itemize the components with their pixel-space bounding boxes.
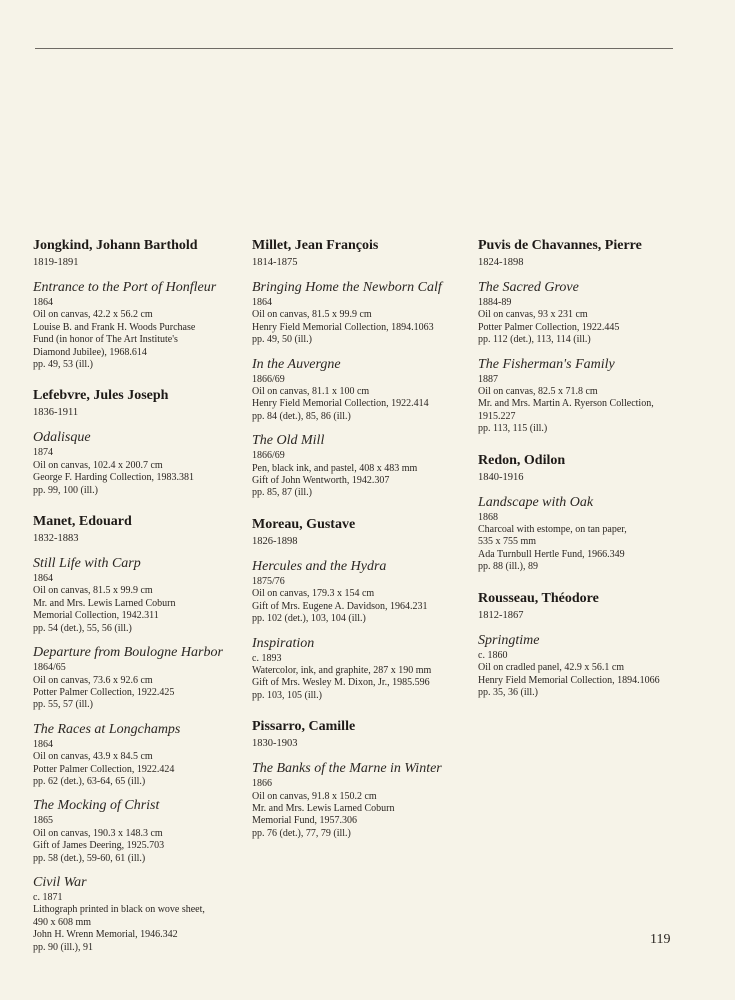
- artwork-detail-line: 1875/76: [252, 575, 285, 587]
- artwork-detail-line: 1874: [33, 447, 53, 459]
- artwork-entry: [33, 644, 233, 712]
- artist-dates: 1824-1898: [478, 257, 524, 268]
- artwork-detail-line: Gift of Mrs. Wesley M. Dixon, Jr., 1985.596: [252, 677, 430, 689]
- artist-name: Millet, Jean François: [252, 238, 379, 253]
- artwork-detail-line: pp. 99, 100 (ill.): [33, 484, 98, 496]
- artwork-entry: [33, 721, 233, 789]
- artwork-detail-line: Pen, black ink, and pastel, 408 x 483 mm: [252, 462, 418, 474]
- artwork-detail-line: pp. 84 (det.), 85, 86 (ill.): [252, 410, 351, 422]
- artwork-detail-line: Oil on canvas, 42.2 x 56.2 cm: [33, 309, 153, 321]
- artwork-entry: [478, 356, 693, 436]
- artwork-title: Odalisque: [33, 430, 91, 446]
- artwork-title: Inspiration: [252, 635, 315, 651]
- artwork-detail-line: 1864/65: [33, 662, 66, 674]
- artwork-detail-line: pp. 103, 105 (ill.): [252, 689, 322, 701]
- artwork-detail-line: Oil on canvas, 190.3 x 148.3 cm: [33, 827, 163, 839]
- artwork-detail-line: pp. 54 (det.), 55, 56 (ill.): [33, 622, 132, 634]
- artwork-detail-line: pp. 62 (det.), 63-64, 65 (ill.): [33, 775, 146, 787]
- artwork-detail-line: Potter Palmer Collection, 1922.425: [33, 686, 175, 698]
- artwork-detail-line: 490 x 608 mm: [33, 916, 92, 928]
- artwork-detail-line: 1866/69: [252, 450, 285, 462]
- artwork-detail-line: 1866/69: [252, 373, 285, 385]
- artwork-entry: [478, 494, 693, 574]
- artwork-detail-line: 1887: [478, 373, 498, 385]
- column-3: [478, 237, 693, 715]
- artist-dates: 1830-1903: [252, 738, 298, 750]
- artwork-detail-line: Oil on canvas, 82.5 x 71.8 cm: [478, 386, 598, 398]
- artwork-detail-line: 1866: [252, 778, 272, 790]
- artwork-detail-line: Oil on canvas, 91.8 x 150.2 cm: [252, 790, 377, 802]
- artwork-entry: [33, 555, 233, 635]
- artwork-entry: [252, 635, 457, 703]
- artwork-title: Entrance to the Port of Honfleur: [33, 280, 217, 295]
- artwork-detail-line: Memorial Collection, 1942.311: [33, 610, 159, 622]
- artist-entry: [33, 513, 233, 954]
- artwork-detail-line: pp. 88 (ill.), 89: [478, 561, 538, 573]
- artwork-detail-line: Mr. and Mrs. Martin A. Ryerson Collection,: [478, 398, 654, 410]
- artwork-title: Hercules and the Hydra: [252, 558, 387, 574]
- artwork-detail-line: Oil on canvas, 102.4 x 200.7 cm: [33, 459, 163, 471]
- artwork-entry: [33, 797, 233, 865]
- artwork-detail-line: Henry Field Memorial Collection, 1894.1066: [478, 674, 660, 686]
- artwork-detail-line: Henry Field Memorial Collection, 1894.1063: [252, 321, 434, 333]
- artwork-entry: [33, 874, 233, 954]
- column-1: [33, 237, 233, 970]
- artwork-entry: [252, 760, 457, 840]
- artwork-detail-line: 1864: [33, 297, 53, 308]
- artwork-detail-line: 1868: [478, 511, 498, 523]
- artwork-detail-line: Oil on canvas, 81.5 x 99.9 cm: [252, 309, 372, 321]
- artwork-detail-line: Henry Field Memorial Collection, 1922.414: [252, 398, 429, 410]
- artwork-detail-line: 1864: [33, 573, 53, 585]
- artist-entry: [33, 387, 233, 497]
- artwork-title: Landscape with Oak: [478, 494, 594, 510]
- artist-dates: 1836-1911: [33, 407, 79, 419]
- artist-name: Jongkind, Johann Barthold: [33, 238, 198, 253]
- artwork-detail-line: pp. 90 (ill.), 91: [33, 941, 93, 953]
- artwork-detail-line: c. 1860: [478, 649, 508, 661]
- artwork-detail-line: pp. 85, 87 (ill.): [252, 487, 312, 499]
- artist-name: Moreau, Gustave: [252, 516, 356, 532]
- artist-name: Puvis de Chavannes, Pierre: [478, 238, 642, 253]
- artwork-title: The Old Mill: [252, 433, 325, 449]
- artist-dates: 1819-1891: [33, 257, 79, 268]
- artwork-title: The Sacred Grove: [478, 280, 579, 295]
- artwork-entry: [252, 279, 457, 347]
- artwork-entry: [252, 558, 457, 626]
- artwork-detail-line: Memorial Fund, 1957.306: [252, 815, 357, 827]
- artwork-detail-line: Diamond Jubilee), 1968.614: [33, 346, 147, 358]
- artwork-title: Civil War: [33, 874, 87, 890]
- artwork-detail-line: 1915.227: [478, 410, 516, 422]
- artwork-detail-line: pp. 58 (det.), 59-60, 61 (ill.): [33, 852, 146, 864]
- artist-dates: 1812-1867: [478, 609, 524, 621]
- page-number: 119: [650, 932, 671, 947]
- artwork-detail-line: pp. 113, 115 (ill.): [478, 423, 548, 435]
- artwork-detail-line: Gift of John Wentworth, 1942.307: [252, 475, 390, 487]
- artwork-detail-line: Watercolor, ink, and graphite, 287 x 190 mm: [252, 664, 432, 676]
- artwork-detail-line: Louise B. and Frank H. Woods Purchase: [33, 321, 196, 333]
- artist-entry: [252, 516, 457, 702]
- artwork-detail-line: Oil on canvas, 81.1 x 100 cm: [252, 386, 370, 398]
- artwork-detail-line: Oil on canvas, 73.6 x 92.6 cm: [33, 674, 153, 686]
- artwork-entry: [478, 632, 693, 700]
- header-rule: [35, 48, 673, 49]
- artwork-title: Bringing Home the Newborn Calf: [252, 280, 442, 295]
- artist-entry: [252, 237, 457, 500]
- artist-name: Manet, Edouard: [33, 514, 132, 530]
- artwork-detail-line: 1865: [33, 815, 53, 827]
- artwork-detail-line: pp. 76 (det.), 77, 79 (ill.): [252, 827, 351, 839]
- artwork-detail-line: Charcoal with estompe, on tan paper,: [478, 524, 627, 536]
- artwork-detail-line: 535 x 755 mm: [478, 536, 537, 548]
- artwork-detail-line: pp. 35, 36 (ill.): [478, 686, 538, 698]
- artwork-detail-line: Oil on canvas, 179.3 x 154 cm: [252, 588, 375, 600]
- artwork-detail-line: 1884-89: [478, 297, 512, 308]
- artist-dates: 1840-1916: [478, 471, 524, 483]
- artist-dates: 1826-1898: [252, 535, 298, 547]
- artwork-detail-line: pp. 49, 53 (ill.): [33, 359, 93, 371]
- artwork-detail-line: Potter Palmer Collection, 1922.424: [33, 763, 175, 775]
- artwork-entry: [33, 279, 233, 371]
- artwork-detail-line: Oil on canvas, 93 x 231 cm: [478, 309, 588, 321]
- artwork-detail-line: 1864: [33, 738, 53, 750]
- artist-dates: 1814-1875: [252, 257, 298, 268]
- artwork-detail-line: Potter Palmer Collection, 1922.445: [478, 321, 620, 333]
- artwork-title: The Banks of the Marne in Winter: [252, 761, 442, 777]
- artwork-detail-line: c. 1871: [33, 891, 63, 903]
- artwork-detail-line: 1864: [252, 297, 272, 308]
- artwork-detail-line: Lithograph printed in black on wove sheet,: [33, 904, 205, 916]
- artwork-detail-line: pp. 112 (det.), 113, 114 (ill.): [478, 334, 591, 346]
- artwork-entry: [252, 432, 457, 500]
- artist-name: Rousseau, Théodore: [478, 590, 599, 606]
- artwork-detail-line: Oil on canvas, 81.5 x 99.9 cm: [33, 585, 153, 597]
- artwork-detail-line: pp. 55, 57 (ill.): [33, 699, 93, 711]
- artist-entry: [252, 718, 457, 840]
- artist-name: Lefebvre, Jules Joseph: [33, 388, 169, 404]
- artwork-detail-line: Ada Turnbull Hertle Fund, 1966.349: [478, 548, 625, 560]
- artist-name: Pissarro, Camille: [252, 719, 356, 735]
- artwork-title: Still Life with Carp: [33, 556, 141, 572]
- artwork-detail-line: Oil on canvas, 43.9 x 84.5 cm: [33, 751, 153, 763]
- artwork-title: The Mocking of Christ: [33, 798, 160, 814]
- artwork-title: Departure from Boulogne Harbor: [33, 645, 223, 661]
- artwork-title: The Fisherman's Family: [478, 356, 615, 372]
- artwork-detail-line: Fund (in honor of The Art Institute's: [33, 334, 178, 346]
- artwork-detail-line: pp. 49, 50 (ill.): [252, 334, 312, 346]
- artwork-entry: [252, 356, 457, 424]
- artist-dates: 1832-1883: [33, 533, 79, 545]
- artwork-title: Springtime: [478, 632, 540, 648]
- artwork-detail-line: George F. Harding Collection, 1983.381: [33, 472, 194, 484]
- artwork-title: The Races at Longchamps: [33, 721, 181, 737]
- artwork-detail-line: pp. 102 (det.), 103, 104 (ill.): [252, 613, 366, 625]
- artist-name: Redon, Odilon: [478, 452, 566, 468]
- artwork-title: In the Auvergne: [252, 356, 341, 372]
- artwork-detail-line: Oil on cradled panel, 42.9 x 56.1 cm: [478, 662, 625, 674]
- artist-entry: [33, 237, 233, 371]
- artwork-detail-line: Mr. and Mrs. Lewis Larned Coburn: [252, 802, 395, 814]
- artist-entry: [478, 590, 693, 700]
- artwork-entry: [478, 279, 693, 347]
- artist-entry: [478, 452, 693, 574]
- artist-entry: [478, 237, 693, 436]
- artwork-detail-line: Gift of James Deering, 1925.703: [33, 840, 165, 852]
- artwork-detail-line: Gift of Mrs. Eugene A. Davidson, 1964.231: [252, 600, 428, 612]
- artwork-detail-line: c. 1893: [252, 652, 282, 664]
- column-2: [252, 237, 457, 856]
- artwork-detail-line: John H. Wrenn Memorial, 1946.342: [33, 929, 178, 941]
- artwork-detail-line: Mr. and Mrs. Lewis Larned Coburn: [33, 597, 176, 609]
- artwork-entry: [33, 429, 233, 497]
